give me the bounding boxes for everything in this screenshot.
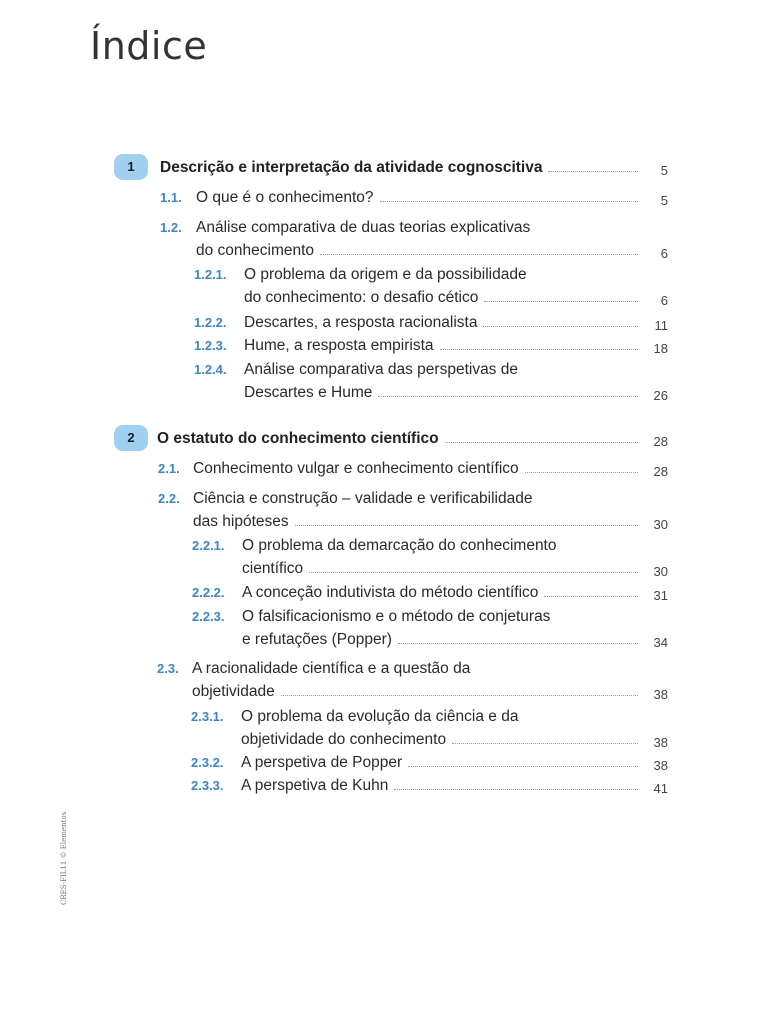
page-number: 38 (653, 735, 668, 750)
page-number: 28 (653, 464, 668, 479)
toc-section-entry[interactable] (160, 186, 668, 209)
section-title-continued: e refutações (Popper) (242, 631, 392, 648)
toc-subsection-entry[interactable] (192, 581, 668, 604)
section-number: 2.2. (158, 491, 180, 506)
toc-subsection-entry[interactable] (194, 263, 668, 309)
leader-dots (380, 200, 638, 202)
section-number: 1.2. (160, 220, 182, 235)
page-title: Índice (90, 24, 208, 68)
section-number: 2.3.3. (191, 778, 224, 793)
toc-section-entry[interactable] (158, 457, 668, 480)
chapter-title: Descrição e interpretação da atividade cognoscitiva (160, 159, 543, 176)
page-number: 31 (653, 588, 668, 603)
leader-dots (398, 642, 638, 644)
section-title: Análise comparativa das perspetivas de (244, 361, 518, 378)
leader-dots (484, 300, 638, 302)
leader-dots (445, 441, 638, 443)
section-number: 2.2.2. (192, 585, 225, 600)
page-number: 38 (653, 758, 668, 773)
leader-dots (281, 694, 638, 696)
leader-dots (525, 471, 638, 473)
section-number: 2.3.2. (191, 755, 224, 770)
page-number: 38 (653, 687, 668, 702)
section-number: 2.3.1. (191, 709, 224, 724)
section-title-continued: objetividade do conhecimento (241, 731, 447, 748)
leader-dots (394, 788, 638, 790)
leader-dots (408, 765, 638, 767)
toc-chapter-entry[interactable] (157, 427, 668, 450)
section-title-continued: científico (242, 560, 304, 577)
section-title: A perspetiva de Popper (241, 754, 403, 771)
page-number: 26 (653, 388, 668, 403)
toc-chapter-entry[interactable] (160, 156, 668, 179)
section-number: 2.1. (158, 461, 180, 476)
section-title-continued: das hipóteses (193, 513, 289, 530)
leader-dots (544, 595, 638, 597)
section-title: O problema da evolução da ciência e da (241, 708, 519, 725)
section-number: 1.2.2. (194, 315, 227, 330)
page-number: 11 (654, 318, 668, 333)
section-title: A perspetiva de Kuhn (241, 777, 389, 794)
leader-dots (452, 742, 638, 744)
chapter-title: O estatuto do conhecimento científico (157, 430, 439, 447)
page-number: 30 (653, 517, 668, 532)
toc-subsection-entry[interactable] (191, 705, 668, 751)
leader-dots (309, 571, 638, 573)
leader-dots (440, 348, 638, 350)
page-number: 18 (653, 341, 668, 356)
page-number: 6 (660, 293, 668, 308)
section-title: Análise comparativa de duas teorias explicativas (196, 219, 531, 236)
toc-subsection-entry[interactable] (194, 334, 668, 357)
chapter-badge: 2 (114, 425, 148, 451)
section-title-continued: do conhecimento (196, 242, 315, 259)
section-title: Ciência e construção – validade e verificabilidade (193, 490, 533, 507)
page-number: 30 (653, 564, 668, 579)
section-title: Conhecimento vulgar e conhecimento científico (193, 460, 519, 477)
page-number: 5 (660, 193, 668, 208)
page-number: 41 (653, 781, 668, 796)
leader-dots (548, 170, 638, 172)
section-title: O que é o conhecimento? (196, 189, 374, 206)
page-number: 28 (653, 434, 668, 449)
section-title-continued: do conhecimento: o desafio cético (244, 289, 479, 306)
section-title: O problema da demarcação do conhecimento (242, 537, 557, 554)
leader-dots (378, 395, 638, 397)
leader-dots (483, 325, 638, 327)
toc-section-entry[interactable] (160, 216, 668, 262)
section-title: Hume, a resposta empirista (244, 337, 434, 354)
section-title: Descartes, a resposta racionalista (244, 314, 478, 331)
section-number: 1.2.4. (194, 362, 227, 377)
section-number: 1.1. (160, 190, 182, 205)
toc-subsection-entry[interactable] (191, 774, 668, 797)
toc-subsection-entry[interactable] (192, 605, 668, 651)
toc-section-entry[interactable] (158, 487, 668, 533)
section-title: A conceção indutivista do método científico (242, 584, 539, 601)
section-title-continued: objetividade (192, 683, 275, 700)
chapter-badge: 1 (114, 154, 148, 180)
toc-subsection-entry[interactable] (191, 751, 668, 774)
section-title: O falsificacionismo e o método de conjeturas (242, 608, 551, 625)
leader-dots (320, 253, 638, 255)
page-number: 5 (660, 163, 668, 178)
toc-subsection-entry[interactable] (194, 358, 668, 404)
section-title: A racionalidade científica e a questão da (192, 660, 471, 677)
toc-subsection-entry[interactable] (192, 534, 668, 580)
section-title-continued: Descartes e Hume (244, 384, 373, 401)
toc-subsection-entry[interactable] (194, 311, 668, 334)
section-title: O problema da origem e da possibilidade (244, 266, 527, 283)
section-number: 1.2.3. (194, 338, 227, 353)
toc-section-entry[interactable] (157, 657, 668, 703)
section-number: 2.2.3. (192, 609, 225, 624)
section-number: 2.3. (157, 661, 179, 676)
page-number: 6 (660, 246, 668, 261)
side-credit: CRES-FIL11 © Elementos (60, 811, 68, 905)
section-number: 2.2.1. (192, 538, 225, 553)
section-number: 1.2.1. (194, 267, 227, 282)
page-number: 34 (653, 635, 668, 650)
leader-dots (295, 524, 638, 526)
